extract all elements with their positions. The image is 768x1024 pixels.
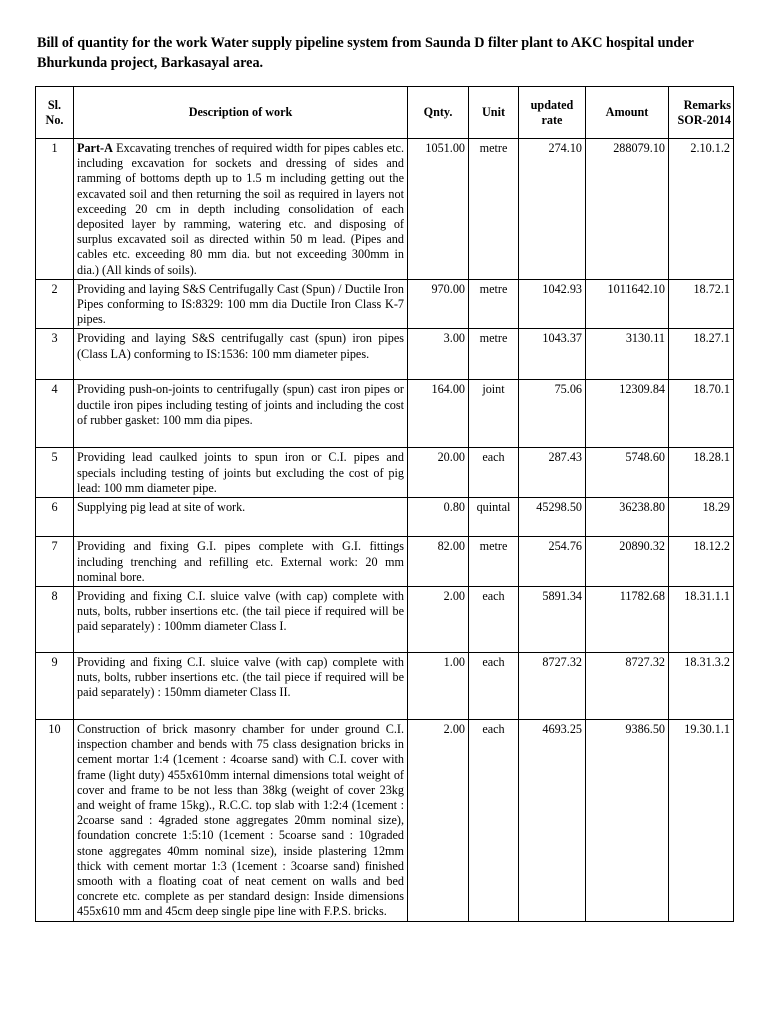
cell-amount: 20890.32 <box>586 537 669 587</box>
table-row <box>36 329 734 380</box>
cell-sl: 5 <box>36 448 74 498</box>
cell-amount: 12309.84 <box>586 380 669 448</box>
cell-unit: each <box>469 448 519 498</box>
table-row <box>36 139 734 280</box>
cell-qty: 164.00 <box>408 380 469 448</box>
cell-description: Providing and laying S&S Centrifugally Cast (Spun) / Ductile Iron Pipes conforming to IS:8329: 100 mm dia Ductile Iron Class K-7 pipes. <box>74 279 408 329</box>
cell-description: Construction of brick masonry chamber for under ground C.I. inspection chamber and bends with 75 class designation bricks in cement mortar 1:4 (1cement : 4coarse sand) with C.I. cover with frame (light duty) 455x610mm internal dimensions total weight of cover and frame to be not less than 38kg (weight of cover 23kg and weight of frame 15kg)., R.C.C. top slab with 1:2:4 (1cement : 2coarse sand : 4graded stone aggregates 20mm nominal size), foundation concrete 1:5:10 (1cement : 5coarse sand : 10graded stone aggregates 40mm nominal size), inside plastering 12mm thick with cement mortar 1:3 (1cement : 3coarse sand) finished smooth with a floating coat of neat cement on walls and bed concrete etc. complete as per standard design: Inside dimensions 455x610 mm and 45cm deep single pipe line with F.P.S. bricks. <box>74 720 408 922</box>
cell-remarks: 18.27.1 <box>669 329 734 380</box>
cell-remarks: 18.31.3.2 <box>669 653 734 720</box>
cell-amount: 36238.80 <box>586 498 669 537</box>
cell-qty: 82.00 <box>408 537 469 587</box>
cell-sl: 9 <box>36 653 74 720</box>
cell-unit: metre <box>469 139 519 280</box>
cell-rate: 8727.32 <box>519 653 586 720</box>
cell-description: Supplying pig lead at site of work. <box>74 498 408 537</box>
header-sl-no: Sl. No. <box>36 87 74 139</box>
cell-amount: 1011642.10 <box>586 279 669 329</box>
table-row <box>36 498 734 537</box>
cell-sl: 8 <box>36 587 74 653</box>
cell-rate: 254.76 <box>519 537 586 587</box>
cell-description: Providing lead caulked joints to spun iron or C.I. pipes and specials including testing of joints but excluding the cost of pig lead: 100 mm diameter pipe. <box>74 448 408 498</box>
description-text: Excavating trenches of required width for pipes cables etc. including excavation for sockets and dressing of sides and ramming of bottoms depth up to 1.5 m including getting out the excavated soil and then returning the soil as required in layers not exceeding 20 cm in depth including consolidation of each deposited layer by ramming, watering etc. and disposing of surplus excavated soil as directed within 50 m lead. (Pipes and cables etc. exceeding 80 mm dia. but not exceeding 300mm in dia.) (All kinds of soils). <box>77 141 404 277</box>
cell-description <box>74 139 408 280</box>
cell-remarks: 18.29 <box>669 498 734 537</box>
cell-amount: 11782.68 <box>586 587 669 653</box>
cell-amount: 5748.60 <box>586 448 669 498</box>
cell-amount: 9386.50 <box>586 720 669 922</box>
cell-qty: 970.00 <box>408 279 469 329</box>
cell-remarks: 18.28.1 <box>669 448 734 498</box>
cell-rate: 45298.50 <box>519 498 586 537</box>
cell-sl: 4 <box>36 380 74 448</box>
cell-unit: quintal <box>469 498 519 537</box>
cell-remarks: 18.31.1.1 <box>669 587 734 653</box>
cell-rate: 1042.93 <box>519 279 586 329</box>
cell-amount: 288079.10 <box>586 139 669 280</box>
table-row <box>36 537 734 587</box>
header-description: Description of work <box>74 87 408 139</box>
document-title: Bill of quantity for the work Water supply pipeline system from Saunda D filter plant to AKC hospital under Bhurkunda project, Barkasayal area. <box>37 35 694 71</box>
cell-sl: 10 <box>36 720 74 922</box>
cell-rate: 274.10 <box>519 139 586 280</box>
cell-qty: 2.00 <box>408 720 469 922</box>
cell-unit: each <box>469 653 519 720</box>
cell-remarks: 18.72.1 <box>669 279 734 329</box>
table-row <box>36 653 734 720</box>
cell-unit: metre <box>469 279 519 329</box>
cell-rate: 4693.25 <box>519 720 586 922</box>
cell-remarks: 19.30.1.1 <box>669 720 734 922</box>
table-row <box>36 380 734 448</box>
cell-qty: 1051.00 <box>408 139 469 280</box>
cell-description: Providing and fixing G.I. pipes complete with G.I. fittings including trenching and refilling etc. External work: 20 mm nominal bore. <box>74 537 408 587</box>
table-row <box>36 448 734 498</box>
cell-unit: metre <box>469 537 519 587</box>
cell-unit: each <box>469 720 519 922</box>
cell-qty: 1.00 <box>408 653 469 720</box>
cell-sl: 7 <box>36 537 74 587</box>
cell-unit: joint <box>469 380 519 448</box>
header-remarks: Remarks SOR-2014 <box>669 87 734 139</box>
cell-sl: 6 <box>36 498 74 537</box>
cell-qty: 0.80 <box>408 498 469 537</box>
cell-description: Providing push-on-joints to centrifugally (spun) cast iron pipes or ductile iron pipes including testing of joints and including the cost of rubber gasket: 100 mm dia pipes. <box>74 380 408 448</box>
cell-amount: 8727.32 <box>586 653 669 720</box>
header-rate: updated rate <box>519 87 586 139</box>
table-header-row <box>36 87 734 139</box>
cell-amount: 3130.11 <box>586 329 669 380</box>
cell-qty: 20.00 <box>408 448 469 498</box>
cell-unit: metre <box>469 329 519 380</box>
cell-description: Providing and laying S&S centrifugally cast (spun) iron pipes (Class LA) conforming to IS:1536: 100 mm diameter pipes. <box>74 329 408 380</box>
header-amount: Amount <box>586 87 669 139</box>
cell-qty: 2.00 <box>408 587 469 653</box>
cell-sl: 3 <box>36 329 74 380</box>
bill-of-quantity-table <box>35 86 734 922</box>
cell-unit: each <box>469 587 519 653</box>
cell-rate: 5891.34 <box>519 587 586 653</box>
cell-sl: 1 <box>36 139 74 280</box>
cell-sl: 2 <box>36 279 74 329</box>
part-label: Part-A <box>77 141 113 155</box>
cell-description: Providing and fixing C.I. sluice valve (with cap) complete with nuts, bolts, rubber insertions etc. (the tail piece if required will be paid separately) : 100mm diameter Class I. <box>74 587 408 653</box>
cell-rate: 75.06 <box>519 380 586 448</box>
table-row <box>36 720 734 922</box>
cell-remarks: 18.70.1 <box>669 380 734 448</box>
table-row <box>36 587 734 653</box>
cell-rate: 287.43 <box>519 448 586 498</box>
cell-description: Providing and fixing C.I. sluice valve (with cap) complete with nuts, bolts, rubber insertions etc. (the tail piece if required will be paid separately) : 150mm diameter Class II. <box>74 653 408 720</box>
cell-remarks: 2.10.1.2 <box>669 139 734 280</box>
cell-rate: 1043.37 <box>519 329 586 380</box>
cell-qty: 3.00 <box>408 329 469 380</box>
cell-remarks: 18.12.2 <box>669 537 734 587</box>
header-unit: Unit <box>469 87 519 139</box>
table-row <box>36 279 734 329</box>
header-qnty: Qnty. <box>408 87 469 139</box>
